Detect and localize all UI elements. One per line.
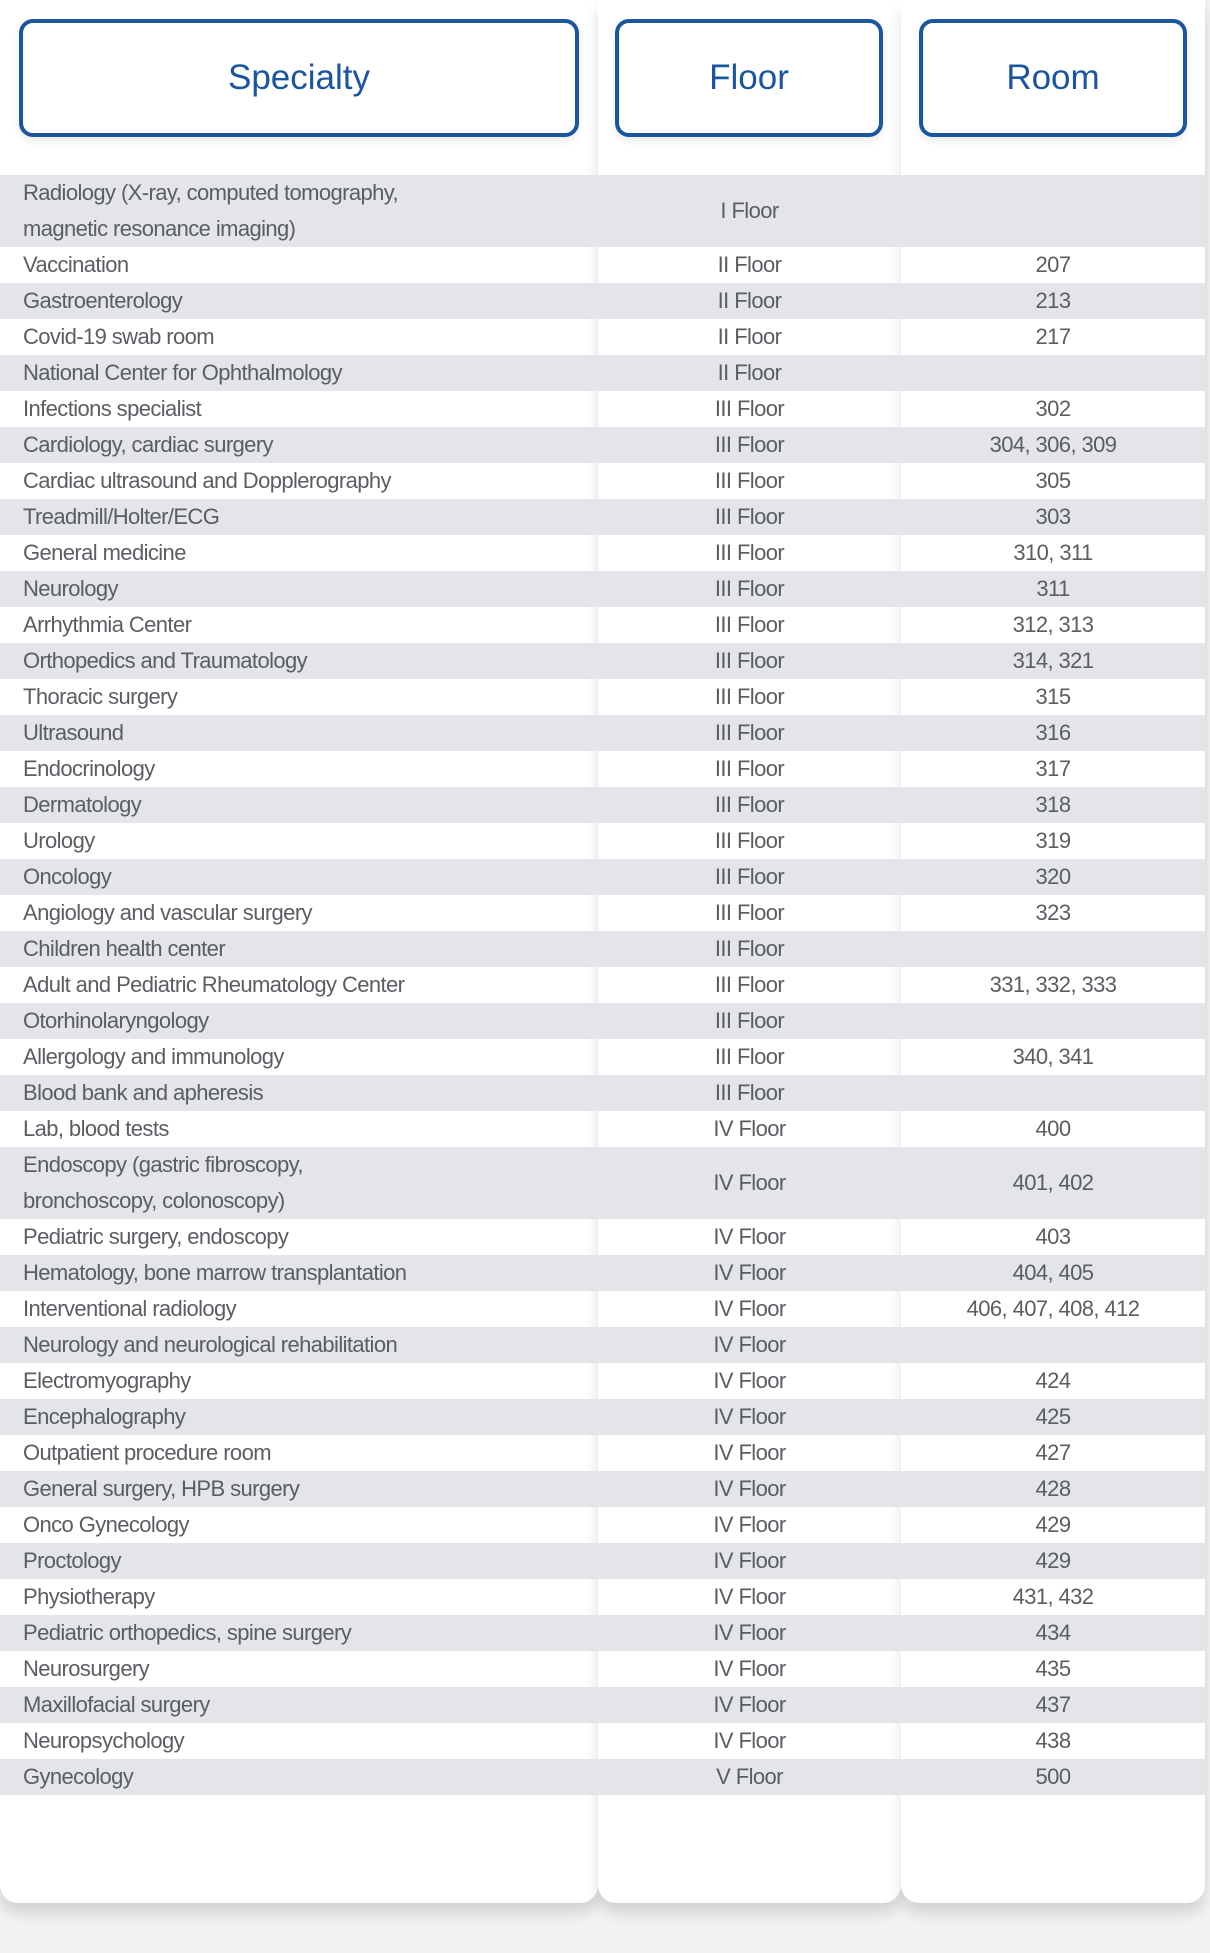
table-row xyxy=(0,175,1205,247)
room-cell: 424 xyxy=(1035,1368,1071,1393)
floor-cell: IV Floor xyxy=(598,1543,901,1579)
specialty-cell: Vaccination xyxy=(23,252,129,277)
table-row xyxy=(0,1003,1205,1039)
room-cell: 438 xyxy=(1035,1728,1071,1753)
room-cell: 304, 306, 309 xyxy=(901,427,1205,463)
table-row xyxy=(0,1075,1205,1111)
floor-cell: III Floor xyxy=(598,1003,901,1039)
floor-cell: III Floor xyxy=(598,859,901,895)
specialty-cell: Adult and Pediatric Rheumatology Center xyxy=(23,972,405,997)
floor-cell: IV Floor xyxy=(598,1255,901,1291)
floor-cell: II Floor xyxy=(598,283,901,319)
specialty-cell: Neurology xyxy=(0,571,598,607)
table-row xyxy=(0,1399,1205,1435)
floor-cell: III Floor xyxy=(598,787,901,823)
floor-cell: IV Floor xyxy=(713,1728,786,1753)
specialty-cell: Urology xyxy=(23,828,95,853)
specialty-cell: Covid-19 swab room xyxy=(23,324,214,349)
room-cell: 314, 321 xyxy=(901,643,1205,679)
room-cell: 401, 402 xyxy=(901,1147,1205,1219)
room-cell xyxy=(901,931,1205,967)
room-cell: 315 xyxy=(1035,684,1071,709)
table-row xyxy=(0,1435,1205,1471)
table-row xyxy=(0,535,1205,571)
specialty-header: Specialty xyxy=(19,19,579,137)
floor-cell: IV Floor xyxy=(713,1440,786,1465)
table-row xyxy=(0,1651,1205,1687)
floor-cell: V Floor xyxy=(598,1759,901,1795)
specialty-cell: Neuropsychology xyxy=(23,1728,184,1753)
floor-cell: III Floor xyxy=(598,715,901,751)
room-cell: 500 xyxy=(901,1759,1205,1795)
specialty-cell: Proctology xyxy=(0,1543,598,1579)
table-row xyxy=(0,1363,1205,1399)
specialty-cell: Treadmill/Holter/ECG xyxy=(0,499,598,535)
table-row xyxy=(0,679,1205,715)
floor-cell: IV Floor xyxy=(713,1116,786,1141)
specialty-cell: Dermatology xyxy=(0,787,598,823)
floor-cell: III Floor xyxy=(714,756,785,781)
table-row xyxy=(0,931,1205,967)
directory-table-body xyxy=(0,175,1205,1795)
floor-cell: III Floor xyxy=(714,684,785,709)
room-cell xyxy=(901,1075,1205,1111)
floor-cell: I Floor xyxy=(598,175,901,247)
room-cell: 340, 341 xyxy=(1012,1044,1094,1069)
table-row xyxy=(0,571,1205,607)
room-cell: 320 xyxy=(901,859,1205,895)
table-row xyxy=(0,391,1205,427)
table-row xyxy=(0,823,1205,859)
room-cell: 403 xyxy=(1035,1224,1071,1249)
table-row xyxy=(0,967,1205,1003)
room-cell: 316 xyxy=(901,715,1205,751)
table-row xyxy=(0,355,1205,391)
table-row xyxy=(0,319,1205,355)
table-row xyxy=(0,859,1205,895)
specialty-cell: Oncology xyxy=(0,859,598,895)
floor-cell: IV Floor xyxy=(598,1471,901,1507)
floor-cell: III Floor xyxy=(598,499,901,535)
room-cell xyxy=(901,1003,1205,1039)
room-cell: 437 xyxy=(901,1687,1205,1723)
specialty-cell: Pediatric surgery, endoscopy xyxy=(23,1224,289,1249)
specialty-cell: Infections specialist xyxy=(23,396,202,421)
specialty-cell: Cardiology, cardiac surgery xyxy=(0,427,598,463)
table-row xyxy=(0,427,1205,463)
table-row xyxy=(0,1543,1205,1579)
room-cell: 207 xyxy=(1035,252,1071,277)
floor-header: Floor xyxy=(615,19,883,137)
floor-cell: III Floor xyxy=(714,828,785,853)
room-cell: 319 xyxy=(1035,828,1071,853)
table-row xyxy=(0,751,1205,787)
floor-cell: III Floor xyxy=(598,427,901,463)
specialty-cell: Ultrasound xyxy=(0,715,598,751)
table-row xyxy=(0,499,1205,535)
room-cell: 427 xyxy=(1035,1440,1071,1465)
room-cell: 331, 332, 333 xyxy=(989,972,1117,997)
floor-cell: IV Floor xyxy=(713,1224,786,1249)
table-row xyxy=(0,463,1205,499)
room-cell: 425 xyxy=(901,1399,1205,1435)
table-row xyxy=(0,1219,1205,1255)
floor-cell: IV Floor xyxy=(713,1584,786,1609)
room-cell: 434 xyxy=(901,1615,1205,1651)
table-row xyxy=(0,1723,1205,1759)
table-row xyxy=(0,1039,1205,1075)
specialty-cell: Hematology, bone marrow transplantation xyxy=(0,1255,598,1291)
room-cell: 400 xyxy=(1035,1116,1071,1141)
table-row xyxy=(0,1291,1205,1327)
floor-cell: IV Floor xyxy=(598,1399,901,1435)
table-row xyxy=(0,283,1205,319)
room-cell: 435 xyxy=(1035,1656,1071,1681)
floor-cell: III Floor xyxy=(714,540,785,565)
specialty-cell: Endoscopy (gastric fibroscopy, bronchoscopy, colonoscopy) xyxy=(0,1147,598,1219)
room-cell: 217 xyxy=(1035,324,1071,349)
floor-cell: III Floor xyxy=(598,571,901,607)
floor-cell: III Floor xyxy=(714,396,785,421)
specialty-cell: General medicine xyxy=(23,540,186,565)
floor-cell: III Floor xyxy=(598,931,901,967)
floor-cell: III Floor xyxy=(714,468,785,493)
room-cell: 323 xyxy=(1035,900,1071,925)
specialty-cell: General surgery, HPB surgery xyxy=(0,1471,598,1507)
room-cell: 318 xyxy=(901,787,1205,823)
room-cell xyxy=(901,355,1205,391)
floor-cell: IV Floor xyxy=(713,1656,786,1681)
specialty-cell: Electromyography xyxy=(23,1368,191,1393)
room-cell xyxy=(901,1327,1205,1363)
floor-cell: IV Floor xyxy=(598,1327,901,1363)
floor-cell: III Floor xyxy=(714,900,785,925)
room-cell: 311 xyxy=(901,571,1205,607)
room-cell: 431, 432 xyxy=(1012,1584,1094,1609)
room-cell: 302 xyxy=(1035,396,1071,421)
specialty-cell: Endocrinology xyxy=(23,756,155,781)
floor-cell: III Floor xyxy=(598,643,901,679)
floor-cell: II Floor xyxy=(717,324,782,349)
specialty-cell: Interventional radiology xyxy=(23,1296,237,1321)
room-cell: 310, 311 xyxy=(1013,540,1093,565)
room-cell: 406, 407, 408, 412 xyxy=(966,1296,1140,1321)
specialty-cell: Angiology and vascular surgery xyxy=(23,900,312,925)
floor-cell: IV Floor xyxy=(598,1687,901,1723)
specialty-cell: Radiology (X-ray, computed tomography, magnetic resonance imaging) xyxy=(0,175,598,247)
room-cell: 404, 405 xyxy=(901,1255,1205,1291)
floor-cell: III Floor xyxy=(598,1075,901,1111)
table-row xyxy=(0,247,1205,283)
table-row xyxy=(0,1147,1205,1219)
specialty-cell: Pediatric orthopedics, spine surgery xyxy=(0,1615,598,1651)
floor-cell: III Floor xyxy=(714,612,785,637)
specialty-cell: Gynecology xyxy=(0,1759,598,1795)
floor-cell: IV Floor xyxy=(713,1368,786,1393)
table-row xyxy=(0,607,1205,643)
table-row xyxy=(0,715,1205,751)
floor-cell: IV Floor xyxy=(713,1296,786,1321)
floor-cell: II Floor xyxy=(598,355,901,391)
table-row xyxy=(0,895,1205,931)
floor-cell: III Floor xyxy=(714,972,785,997)
specialty-cell: Arrhythmia Center xyxy=(23,612,192,637)
specialty-cell: Thoracic surgery xyxy=(23,684,178,709)
table-row xyxy=(0,1615,1205,1651)
table-row xyxy=(0,1327,1205,1363)
room-cell: 213 xyxy=(901,283,1205,319)
table-row xyxy=(0,1759,1205,1795)
specialty-cell: Orthopedics and Traumatology xyxy=(0,643,598,679)
room-header: Room xyxy=(919,19,1187,137)
specialty-cell: Onco Gynecology xyxy=(23,1512,189,1537)
specialty-cell: Children health center xyxy=(0,931,598,967)
floor-cell: IV Floor xyxy=(598,1147,901,1219)
table-row xyxy=(0,787,1205,823)
room-cell: 303 xyxy=(901,499,1205,535)
floor-cell: II Floor xyxy=(717,252,782,277)
room-cell: 305 xyxy=(1035,468,1071,493)
specialty-cell: Allergology and immunology xyxy=(23,1044,284,1069)
specialty-cell: Encephalography xyxy=(0,1399,598,1435)
specialty-cell: Maxillofacial surgery xyxy=(0,1687,598,1723)
specialty-cell: Physiotherapy xyxy=(23,1584,155,1609)
floor-cell: IV Floor xyxy=(713,1512,786,1537)
table-row xyxy=(0,1579,1205,1615)
table-row xyxy=(0,1507,1205,1543)
room-cell xyxy=(901,175,1205,247)
specialty-cell: Otorhinolaryngology xyxy=(0,1003,598,1039)
floor-cell: III Floor xyxy=(714,1044,785,1069)
room-cell: 312, 313 xyxy=(1012,612,1094,637)
specialty-cell: Blood bank and apheresis xyxy=(0,1075,598,1111)
table-row xyxy=(0,1255,1205,1291)
table-row xyxy=(0,643,1205,679)
table-row xyxy=(0,1687,1205,1723)
room-cell: 317 xyxy=(1035,756,1071,781)
specialty-cell: Lab, blood tests xyxy=(23,1116,169,1141)
room-cell: 429 xyxy=(1035,1512,1071,1537)
room-cell: 428 xyxy=(901,1471,1205,1507)
specialty-cell: Outpatient procedure room xyxy=(23,1440,271,1465)
table-row xyxy=(0,1111,1205,1147)
specialty-cell: National Center for Ophthalmology xyxy=(0,355,598,391)
room-cell: 429 xyxy=(901,1543,1205,1579)
table-row xyxy=(0,1471,1205,1507)
specialty-cell: Neurosurgery xyxy=(23,1656,150,1681)
floor-cell: IV Floor xyxy=(598,1615,901,1651)
specialty-cell: Cardiac ultrasound and Dopplerography xyxy=(23,468,391,493)
specialty-cell: Gastroenterology xyxy=(0,283,598,319)
specialty-cell: Neurology and neurological rehabilitation xyxy=(0,1327,598,1363)
